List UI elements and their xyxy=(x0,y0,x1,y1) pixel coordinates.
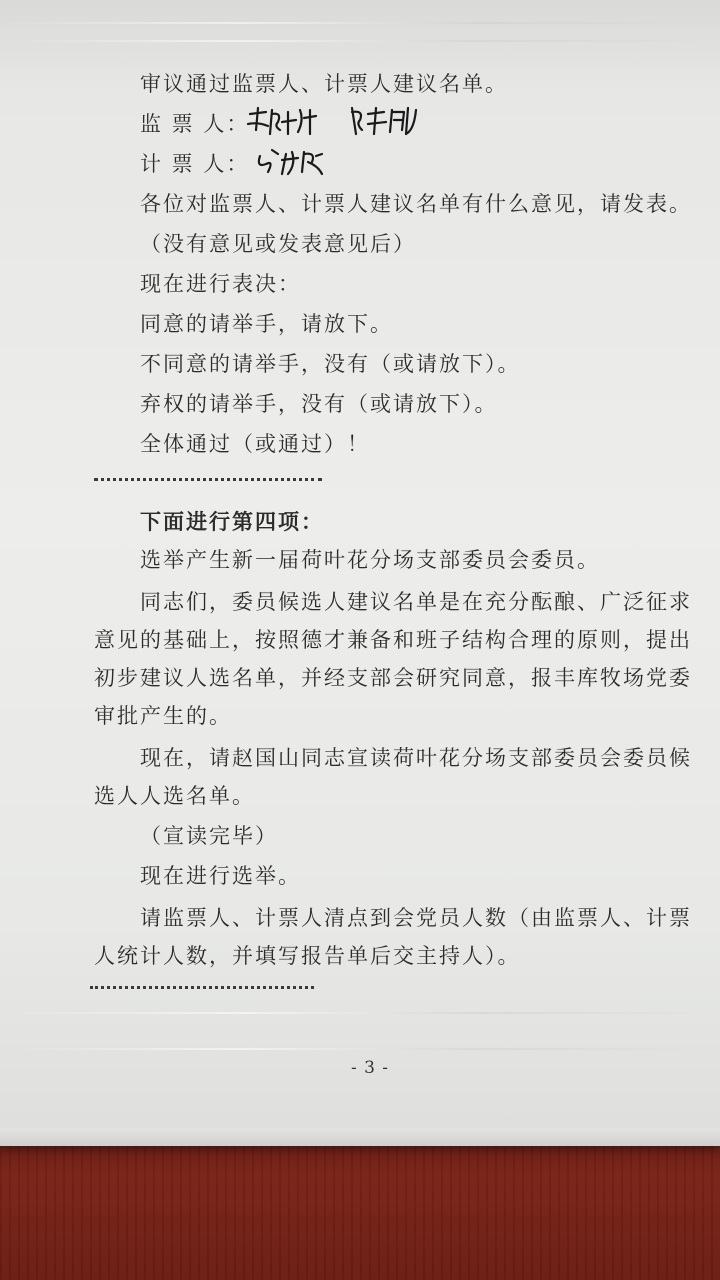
dotted-separator xyxy=(94,478,322,481)
text-line: 不同意的请举手，没有（或请放下）。 xyxy=(140,352,521,376)
text-line: 审议通过监票人、计票人建议名单。 xyxy=(140,72,508,96)
text-line: 现在，请赵国山同志宣读荷叶花分场支部委员会委员候 xyxy=(140,746,692,770)
paper-bottom-edge xyxy=(0,1128,720,1146)
counters-label: 计 票 人： xyxy=(140,152,250,176)
paper-crease xyxy=(0,40,720,42)
text-line: 现在进行表决： xyxy=(140,272,301,296)
monitor-signatures xyxy=(244,100,424,144)
text-line: 选举产生新一届荷叶花分场支部委员会委员。 xyxy=(140,548,600,572)
text-line: （宣读完毕） xyxy=(140,824,278,848)
paper-crease xyxy=(0,22,720,24)
text-line: 审批产生的。 xyxy=(94,704,232,728)
text-line: 同志们，委员候选人建议名单是在充分酝酿、广泛征求 xyxy=(140,590,692,614)
text-line: 请监票人、计票人清点到会党员人数（由监票人、计票 xyxy=(140,906,692,930)
text-line: 现在进行选举。 xyxy=(140,864,301,888)
text-line: 同意的请举手，请放下。 xyxy=(140,312,393,336)
text-line: （没有意见或发表意见后） xyxy=(140,232,416,256)
item-four-heading: 下面进行第四项： xyxy=(140,509,324,534)
paper-crease xyxy=(0,1048,720,1050)
text-line: 初步建议人选名单，并经支部会研究同意，报丰库牧场党委 xyxy=(94,666,692,690)
paper-crease xyxy=(0,1012,720,1014)
text-line: 各位对监票人、计票人建议名单有什么意见，请发表。 xyxy=(140,192,692,216)
text-line: 弃权的请举手，没有（或请放下）。 xyxy=(140,392,498,416)
dotted-separator xyxy=(90,986,314,989)
text-line: 人统计人数，并填写报告单后交主持人）。 xyxy=(94,944,521,968)
counter-signature xyxy=(252,142,362,182)
text-line: 意见的基础上，按照德才兼备和班子结构合理的原则，提出 xyxy=(94,628,692,652)
monitors-label: 监 票 人： xyxy=(140,112,250,136)
text-line: 全体通过（或通过）！ xyxy=(140,432,370,456)
text-line: 选人人选名单。 xyxy=(94,784,255,808)
page-number: - 3 - xyxy=(350,1058,390,1078)
